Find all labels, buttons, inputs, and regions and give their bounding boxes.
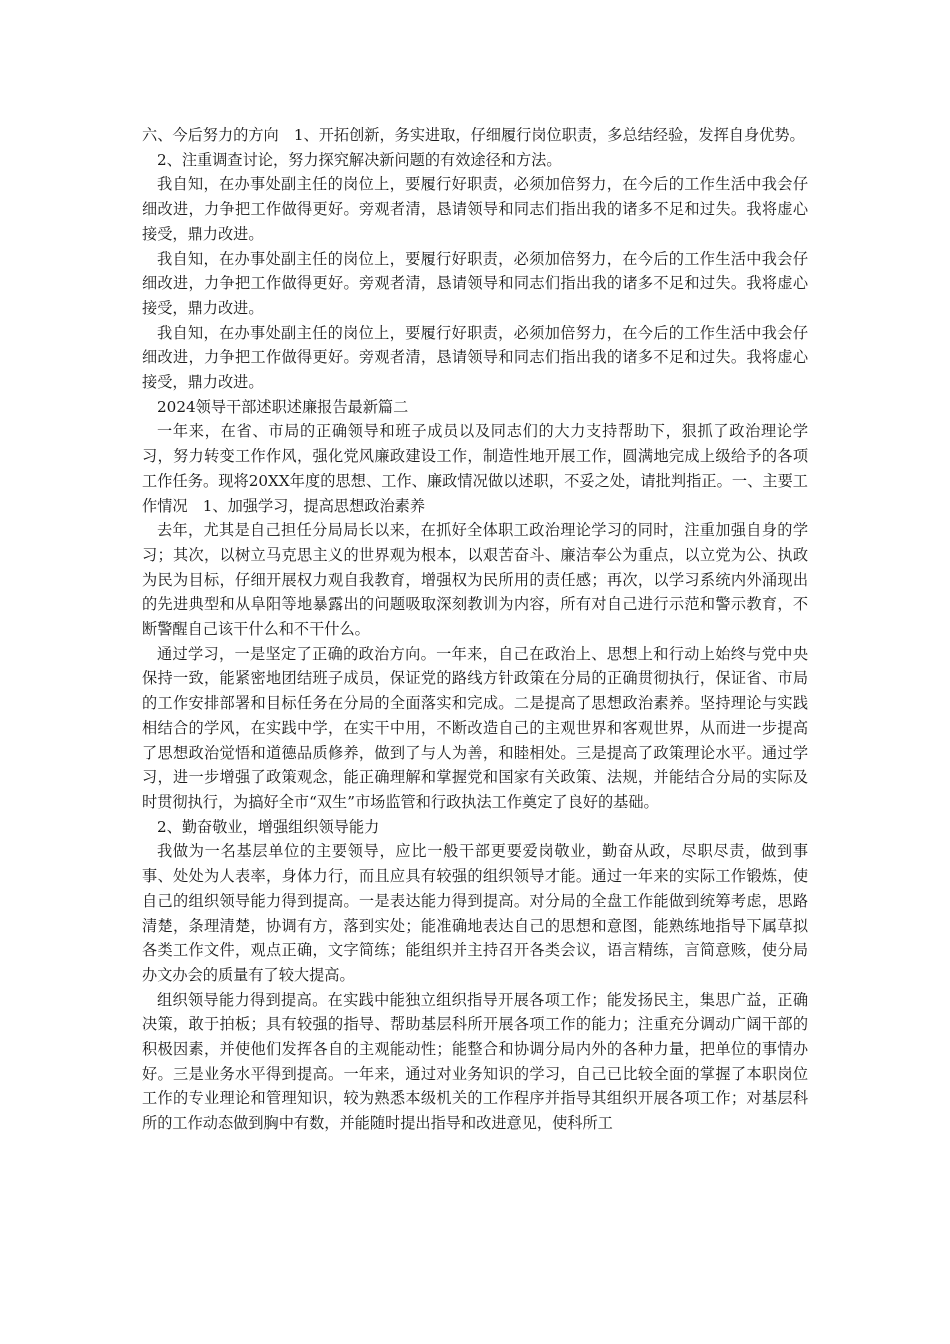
paragraph-learning: 去年，尤其是自己担任分局局长以来，在抓好全体职工政治理论学习的同时，注重加强自身的学习；其次，以树立马克思主义的世界观为根本，以艰苦奋斗、廉洁奉公为重点，以立党为公、执政为民为目标，仔细开展权力观自我教育，增强权为民所用的责任感；再次，以学习系统内外涌现出的先进典型和从阜阳等地暴露出的问题吸取深刻教训为内容，所有对自己进行示范和警示教育，不断警醒自己该干什么和不干什么。 bbox=[142, 521, 808, 639]
subheading-dedication: 2、勤奋敬业，增强组织领导能力 bbox=[157, 817, 380, 836]
paragraph-self-reflection: 我自知，在办事处副主任的岗位上，要履行好职责，必须加倍努力，在今后的工作生活中我会仔细改进，力争把工作做得更好。旁观者清，恳请领导和同志们指出我的诸多不足和过失。我将虚心接受，鼎力改进。 bbox=[142, 249, 808, 317]
paragraph-research-discussion: 2、注重调查讨论，努力探究解决新问题的有效途径和方法。 bbox=[157, 150, 562, 169]
report-part-title: 2024领导干部述职述廉报告最新篇二 bbox=[157, 397, 409, 416]
document-page bbox=[142, 123, 808, 1136]
paragraph-self-reflection: 我自知，在办事处副主任的岗位上，要履行好职责，必须加倍努力，在今后的工作生活中我会仔细改进，力争把工作做得更好。旁观者清，恳请领导和同志们指出我的诸多不足和过失。我将虚心接受，鼎力改进。 bbox=[142, 323, 808, 392]
paragraph-organization-ability: 组织领导能力得到提高。在实践中能独立组织指导开展各项工作；能发扬民主，集思广益，正确决策，敢于拍板；具有较强的指导、帮助基层科所开展各项工作的能力；注重充分调动广阔干部的积极因素，并使他们发挥各自的主观能动性；能整合和协调分局内外的各种力量，把单位的事情办好。三是业务水平得到提高。一年来，通过对业务知识的学习，自己已比较全面的掌握了本职岗位工作的专业理论和管理知识，较为熟悉本级机关的工作程序并指导其组织开展各项工作；对基层科所的工作动态做到胸中有数，并能随时提出指导和改进意见，使科所工 bbox=[142, 990, 808, 1133]
paragraph-learning-results: 通过学习，一是坚定了正确的政治方向。一年来，自己在政治上、思想上和行动上始终与党中央保持一致，能紧密地团结班子成员，保证党的路线方针政策在分局的正确贯彻执行，保证省、市局的工作安排部署和目标任务在分局的全面落实和完成。二是提高了思想政治素养。坚持理论与实践相结合的学风，在实践中学，在实干中用，不断改造自己的主观世界和客观世界，从而进一步提高了思想政治觉悟和道德品质修养，做到了与人为善，和睦相处。三是提高了政策理论水平。通过学习，进一步增强了政策观念，能正确理解和掌握党和国家有关政策、法规，并能结合分局的实际及时贯彻执行，为搞好全市“双生”市场监管和行政执法工作奠定了良好的基础。 bbox=[142, 644, 808, 811]
paragraph-self-reflection: 我自知，在办事处副主任的岗位上，要履行好职责，必须加倍努力，在今后的工作生活中我会仔细改进，力争把工作做得更好。旁观者清，恳请领导和同志们指出我的诸多不足和过失。我将虚心接受，鼎力改进。 bbox=[142, 175, 808, 243]
section-heading-future-direction: 六、今后努力的方向 1、开拓创新，务实进取，仔细履行岗位职责，多总结经验，发挥自身优势。 bbox=[142, 126, 805, 144]
paragraph-leadership: 我做为一名基层单位的主要领导，应比一般干部更要爱岗敬业，勤奋从政，尽职尽责，做到事事、处处为人表率，身体力行，而且应具有较强的组织领导才能。通过一年来的实际工作锻炼，使自己的组织领导能力得到提高。一是表达能力得到提高。对分局的全盘工作能做到统筹考虑，思路清楚，条理清楚，协调有方，落到实处；能准确地表达自己的思想和意图，能熟练地指导下属草拟各类工作文件，观点正确，文字简练；能组织并主持召开各类会议，语言精练，言简意赅，使分局办文办会的质量有了较大提高。 bbox=[142, 842, 808, 984]
paragraph-introduction: 一年来，在省、市局的正确领导和班子成员以及同志们的大力支持帮助下，狠抓了政治理论学习，努力转变工作作风，强化党风廉政建设工作，制造性地开展工作，圆满地完成上级给予的各项工作任务。现将20XX年度的思想、工作、廉政情况做以述职，不妥之处，请批判指正。一、主要工作情况 1、加强学习，提高思想政治素养 bbox=[142, 422, 808, 515]
